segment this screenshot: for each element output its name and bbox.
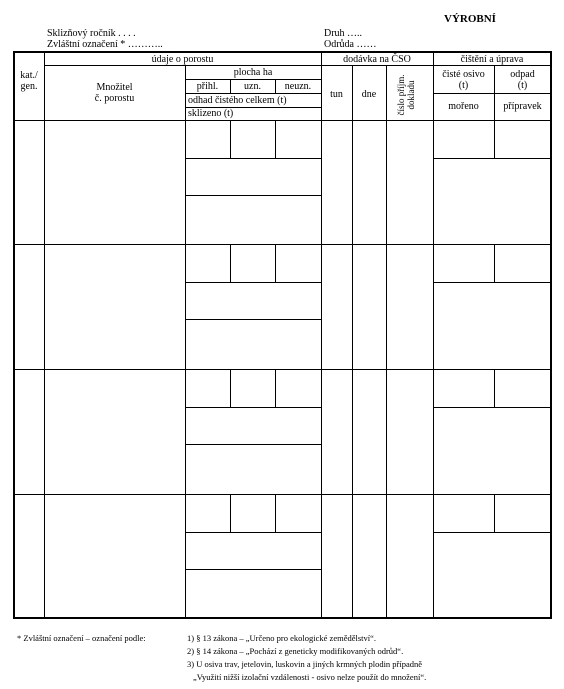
header-receipt-number: číslo příjm. dokladu <box>396 74 416 116</box>
footnote-marker: * Zvláštní označení – označení podle: <box>17 633 146 643</box>
header-waste: odpad (t) <box>510 69 535 91</box>
header-estimate: odhad čistého celkem (t) <box>188 95 287 106</box>
header-not-approved: neuzn. <box>284 81 312 92</box>
header-delivery: dodávka na ČSO <box>343 54 411 65</box>
species-field: Druh ….. <box>324 28 363 39</box>
header-area: plocha ha <box>233 67 273 78</box>
footnote-item-1: 1) § 13 zákona – „Určeno pro ekologické zemědělství“. <box>187 633 377 643</box>
harvest-year-field: Sklizňový ročník . . . . <box>47 28 136 39</box>
header-multiplier: Množitel č. porostu <box>94 82 135 104</box>
header-stand-data: údaje o porostu <box>151 54 214 65</box>
header-treated: mořeno <box>448 101 479 112</box>
header-approved: uzn. <box>244 81 261 92</box>
variety-field: Odrůda …… <box>324 39 377 50</box>
header-agent: přípravek <box>503 101 542 112</box>
form-table <box>13 51 552 619</box>
header-cleaning: čištění a úprava <box>460 54 524 65</box>
footnote-item-2: 2) § 14 zákona – „Pochází z geneticky modifikovaných odrůd“. <box>187 646 404 656</box>
special-mark-field: Zvláštní označení * ……….. <box>47 39 163 50</box>
header-tons: tun <box>330 89 343 100</box>
header-category: kat./ gen. <box>20 70 38 92</box>
footnote-item-3-cont: „Využití nižší izolační vzdálenosti - osivo nelze použít do množení“. <box>193 672 427 682</box>
header-day: dne <box>361 89 377 100</box>
form-title: VÝROBNÍ <box>444 13 496 25</box>
footnote-item-3: 3) U osiva trav, jetelovin, luskovin a jiných krmných plodin případně <box>187 659 423 669</box>
header-registered: přihl. <box>196 81 219 92</box>
header-bottom-line <box>14 120 551 121</box>
header-clean-seed: čisté osivo (t) <box>442 69 485 91</box>
header-harvested: sklizeno (t) <box>188 108 234 119</box>
